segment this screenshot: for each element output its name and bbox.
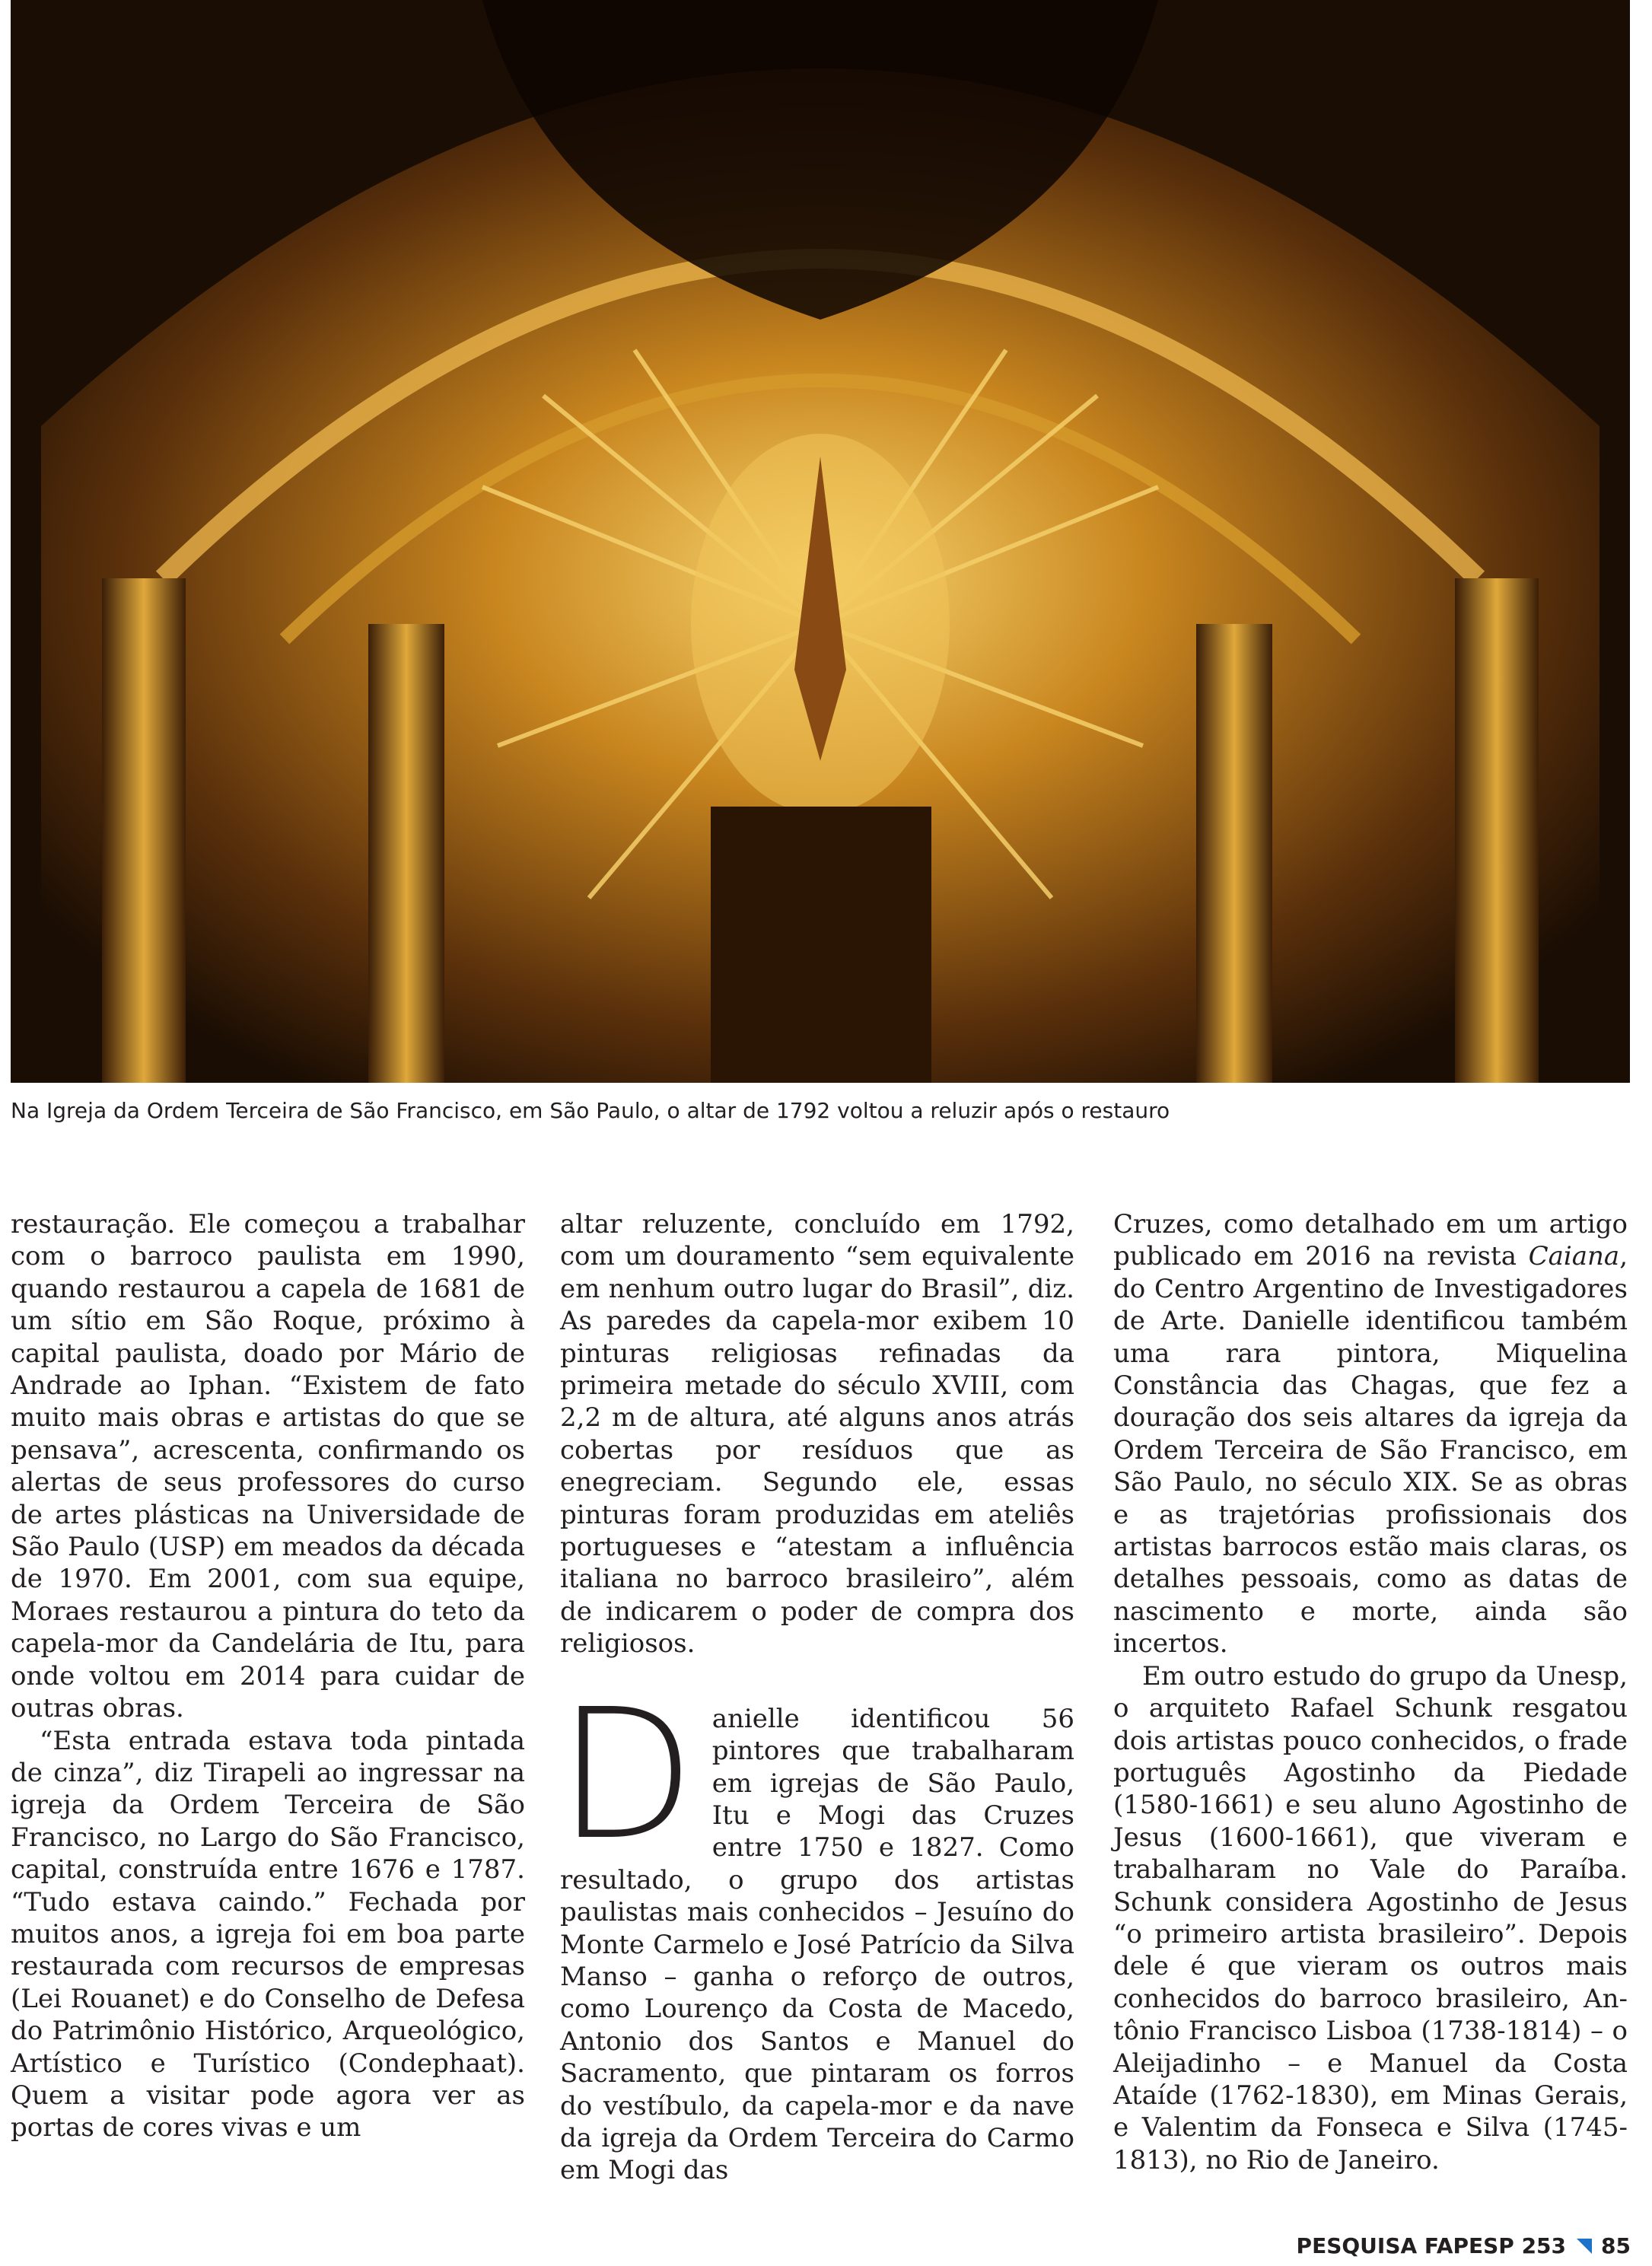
paragraph	[1113, 1208, 1628, 1660]
paragraph: “Esta entrada estava toda pintada de cinza”, diz Tirapeli ao ingressar na igreja da Ordem Terceira de São Francisco, no Largo do São Francisco, capital, construída entre 1676 e 1787. “Tudo estava caindo.” Fechada por muitos anos, a igreja foi em boa parte restaurada com recursos de empresas (Lei Rouanet) e do Conselho de Defesa do Patrimônio Histórico, Arqueológico, Artístico e Turístico (Condephaat). Quem a visitar pode agora ver as portas de cores vivas e um	[11, 1725, 525, 2143]
paragraph: Em outro estudo do grupo da Unesp, o arquiteto Rafael Schunk resgatou dois artistas pouco conhecidos, o frade português Agostinho da Piedade (1580-1661) e seu aluno Agostinho de Jesus (1600-1661), que viveram e trabalharam no Vale do Paraíba. Schunk considera Agostinho de Jesus “o primeiro artista brasileiro”. Depois dele é que vieram os outros mais conhecidos do barroco brasileiro, Antônio Francisco Lisboa (1738-1814) – o Aleijadinho – e Manuel da Costa Ataíde (1762-1830), em Minas Gerais, e Valentim da Fonseca e Silva (1745-1813), no Rio de Janeiro.	[1113, 1660, 1628, 2175]
baroque-altar-photo-icon	[11, 0, 1630, 1083]
drop-cap: D	[557, 1669, 695, 1879]
paragraph-text: , do Centro Argentino de Investigadores de Arte. Danielle identificou também uma rara pintora, Miquelina Constância das Chagas, que fez a douração dos seis altares da igreja da Ordem Terceira de São Francisco, em São Paulo, no século XIX. Se as obras e as trajetórias profissionais dos artistas barrocos estão mais claras, os detalhes pessoais, como as datas de nascimento e morte, ainda são incertos.	[1113, 1241, 1628, 1660]
drop-cap-paragraph	[557, 1669, 1074, 2187]
journal-title: Caiana	[1528, 1241, 1620, 1272]
page-number: 85	[1601, 2233, 1631, 2258]
paragraph: altar reluzente, concluído em 1792, com um douramento “sem equivalente em nenhum outro lugar do Brasil”, diz. As paredes da capela-mor exibem 10 pinturas religiosas refinadas da primeira metade do século XVIII, com 2,2 m de altura, até alguns anos atrás cobertas por resíduos que as enegreciam. Segundo ele, essas pinturas foram produzidas em ateliês portugueses e “atestam a influência italiana no barroco brasileiro”, além de indicarem o poder de compra dos religiosos.	[560, 1209, 1074, 1660]
photo-caption: Na Igreja da Ordem Terceira de São Francisco, em São Paulo, o altar de 1792 voltou a reluzir após o restauro	[11, 1098, 1170, 1123]
paragraph: restauração. Ele começou a trabalhar com o barroco paulista em 1990, quando restaurou a capela de 1681 de um sítio em São Roque, próximo à capital paulista, doado por Mário de Andrade ao Iphan. “Existem de fato muito mais obras e artistas do que se pensava”, acrescenta, confirmando os alertas de seus professores do curso de artes plásticas na Universidade de São Paulo (USP) em meados da década de 1970. Em 2001, com sua equipe, Moraes restaurou a pintura do teto da capela-mor da Candelária de Itu, para onde voltou em 2014 para cuidar de outras obras.	[11, 1209, 525, 1724]
magazine-name: PESQUISA FAPESP 253	[1296, 2233, 1567, 2258]
altar-photo	[11, 0, 1630, 1083]
paragraph-text: Cruzes, como detalhado em um artigo publicado em 2016 na revista	[1113, 1209, 1628, 1272]
paragraph-text: anielle identificou 56 pintores que trabalharam em igrejas de São Paulo, Itu e Mogi das Cruzes entre 1750 e 1827. Como resultado, o grupo dos artistas paulistas mais conhecidos – Jesuíno do Monte Carmelo e José Patrício da Silva Manso – ganha o reforço de outros, como Lourenço da Costa de Macedo, Antonio dos Santos e Manuel do Sacramento, que pintaram os forros do vestíbulo, da capela-mor e da nave da igreja da Ordem Terceira do Carmo em Mogi das	[560, 1703, 1074, 2186]
page-footer	[1297, 2233, 1631, 2258]
triangle-icon	[1577, 2239, 1592, 2254]
article-column-3	[1113, 1208, 1628, 2176]
article-column-2	[557, 1208, 1074, 2187]
article-column-1	[11, 1208, 525, 2144]
